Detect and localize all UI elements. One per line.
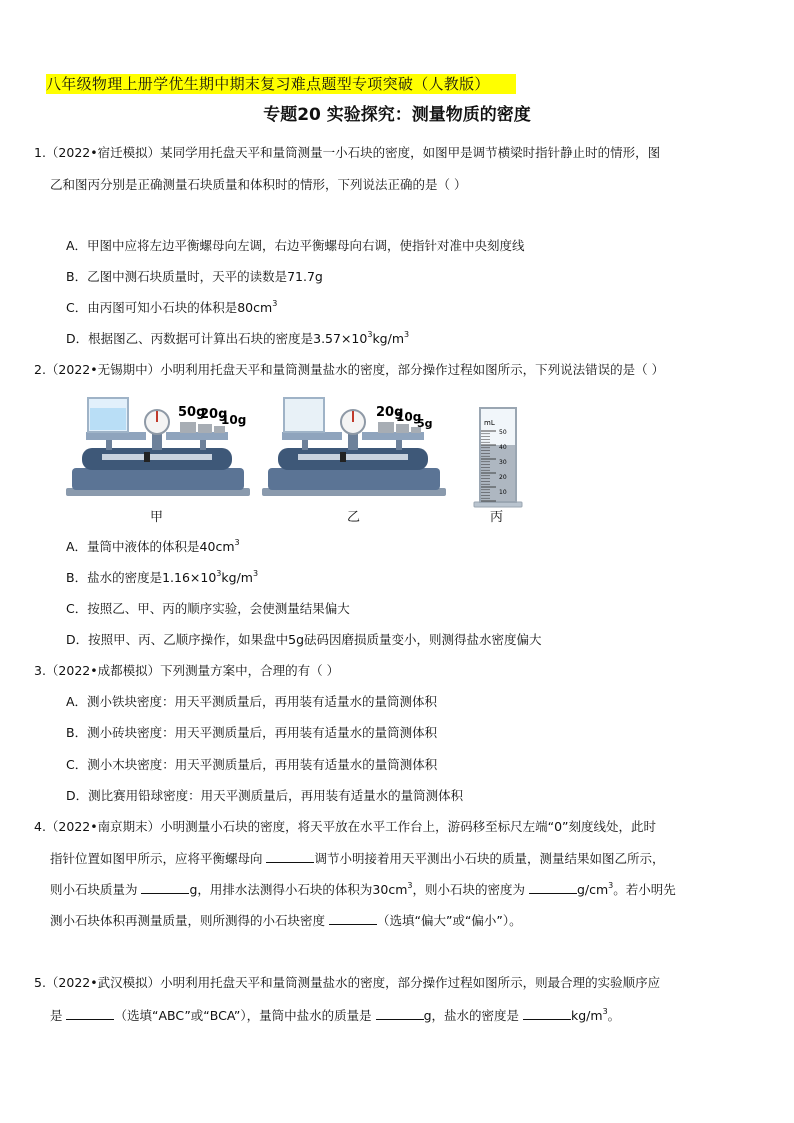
q5-stem-line1: 5.（2022•武汉模拟）小明利用托盘天平和量筒测量盐水的密度，部分操作过程如图所示，则最合理的实验顺序应 [34, 975, 661, 990]
q1-stem-line2: 乙和图丙分别是正确测量石块质量和体积时的情形，下列说法正确的是（ ） [50, 177, 467, 192]
q5-stem-line2: 是 （选填“ABC”或“BCA”），量筒中盐水的质量是 g，盐水的密度是 $kg/m^3$。 [50, 1007, 621, 1023]
series-banner: 八年级物理上册学优生期中期末复习难点题型专项突破（人教版） [46, 74, 516, 94]
weight-label: 20g [200, 407, 228, 422]
q4-stem-line4: 测小石块体积再测量质量，则所测得的小石块密度 （选填“偏大”或“偏小”）。 [50, 913, 522, 928]
q1-option-a: A．甲图中应将左边平衡螺母向左调，右边平衡螺母向右调，使指针对准中央刻度线 [66, 238, 525, 253]
weight-label: 50g [178, 405, 206, 420]
q2-stem-line1: 2.（2022•无锡期中）小明利用托盘天平和量筒测量盐水的密度，部分操作过程如图所示，下列说法错误的是（ ） [34, 362, 665, 377]
q1-option-d: D．根据图乙、丙数据可计算出石块的密度是$3.57\times 10^3kg/m^3$ [66, 330, 410, 346]
q3-option-a: A．测小铁块密度：用天平测质量后，再用装有适量水的量筒测体积 [66, 694, 438, 709]
answer-blank[interactable] [529, 880, 577, 894]
balance-figure-b [262, 392, 446, 510]
answer-blank[interactable] [523, 1006, 571, 1020]
q1-option-c: C．由丙图可知小石块的体积是$80cm^3$ [66, 299, 278, 315]
answer-blank[interactable] [376, 1006, 424, 1020]
cylinder-tick-label: 20 [499, 474, 507, 481]
cylinder-tick-label: 10 [499, 489, 507, 496]
answer-blank[interactable] [266, 849, 314, 863]
cylinder-unit-label: mL [484, 419, 495, 427]
cylinder-tick-label: 50 [499, 429, 507, 436]
q4-stem-line3: 则小石块质量为 g，用排水法测得小石块的体积为$30cm^3$，则小石块的密度为 $g/cm^3$。若小明先 [50, 881, 676, 897]
q4-stem-line2: 指针位置如图甲所示，应将平衡螺母向 调节小明接着用天平测出小石块的质量，测量结果如图乙所示， [50, 851, 665, 866]
weight-label: 5g [417, 417, 433, 430]
q3-option-d: D．测比赛用铅球密度：用天平测质量后，再用装有适量水的量筒测体积 [66, 788, 464, 803]
balance-figure-a [66, 392, 250, 510]
answer-blank[interactable] [141, 880, 189, 894]
figure-label-b: 乙 [347, 510, 361, 525]
cylinder-tick-label: 40 [499, 444, 507, 451]
answer-blank[interactable] [66, 1006, 114, 1020]
q1-stem-line1: 1.（2022•宿迁模拟）某同学用托盘天平和量筒测量一小石块的密度，如图甲是调节横梁时指针静止时的情形，图 [34, 145, 661, 160]
figure-label-a: 甲 [150, 510, 164, 525]
q2-option-a: A．量筒中液体的体积是$40cm^3$ [66, 538, 240, 554]
q3-stem-line1: 3.（2022•成都模拟）下列测量方案中，合理的有（ ） [34, 663, 340, 678]
page-title: 专题20 实验探究：测量物质的密度 [263, 105, 531, 125]
weight-label: 20g [376, 405, 404, 420]
weight-label: 10g [221, 413, 247, 427]
weight-label: 10g [396, 410, 422, 424]
q2-option-c: C．按照乙、甲、丙的顺序实验，会使测量结果偏大 [66, 601, 350, 616]
measuring-cylinder-figure [470, 404, 526, 508]
figure-label-c: 丙 [490, 510, 504, 525]
q2-option-d: D．按照甲、丙、乙顺序操作，如果盘中5g砝码因磨损质量变小，则测得盐水密度偏大 [66, 632, 542, 647]
q4-stem-line1: 4.（2022•南京期末）小明测量小石块的密度，将天平放在水平工作台上，游码移至标尺左端“0”刻度线处，此时 [34, 819, 657, 834]
cylinder-tick-label: 30 [499, 459, 507, 466]
q1-option-b: B．乙图中测石块质量时，天平的读数是71.7g [66, 269, 323, 284]
q2-option-b: B．盐水的密度是$1.16\times 10^3kg/m^3$ [66, 569, 259, 585]
answer-blank[interactable] [329, 911, 377, 925]
q3-option-c: C．测小木块密度：用天平测质量后，再用装有适量水的量筒测体积 [66, 757, 438, 772]
q3-option-b: B．测小砖块密度：用天平测质量后，再用装有适量水的量筒测体积 [66, 725, 438, 740]
